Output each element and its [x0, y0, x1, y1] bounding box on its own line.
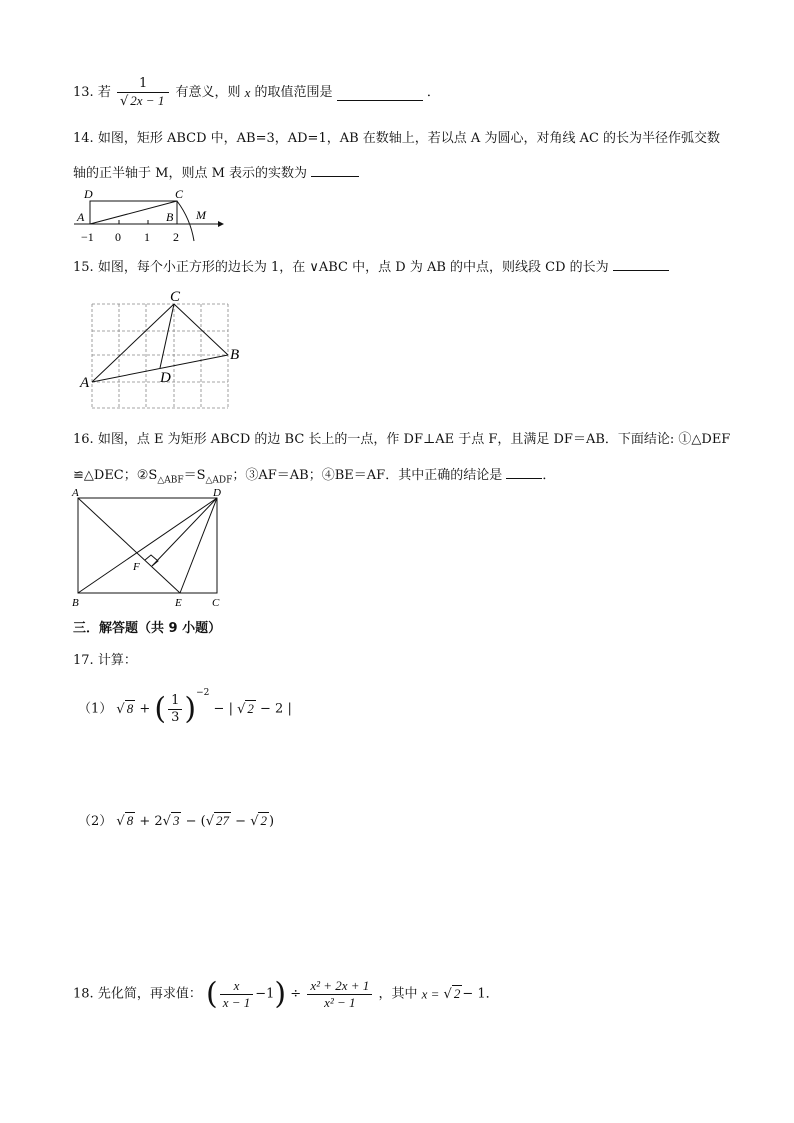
q16-number: 16.	[73, 432, 94, 447]
q14-arc	[177, 201, 194, 241]
q17-p1-plus: +	[139, 701, 151, 717]
q14-label-m: M	[196, 208, 206, 222]
q14-line2	[73, 162, 359, 183]
q14-figure	[72, 185, 232, 247]
q17-p2-sqrt2: 2	[260, 813, 267, 828]
q15-label-a: A	[80, 375, 90, 391]
q17-p1-sqrt2: 2	[247, 701, 254, 716]
q13-number: 13.	[73, 85, 94, 100]
q18-div: ÷	[290, 986, 302, 1002]
q16-sub-adf: △ADF	[205, 475, 233, 486]
q13-end: ．	[426, 85, 440, 100]
q14-diagonal-ac	[90, 201, 177, 224]
q17-p2-label: （2）	[78, 814, 113, 829]
q17-p2-plus2: + 2	[139, 814, 163, 829]
q16-label-a: A	[72, 487, 79, 499]
q15-label-c: C	[170, 289, 181, 305]
q16-segment-de	[180, 498, 217, 593]
q18-frac1: $\frac{x}{x - 1}$	[220, 978, 254, 1011]
q14-text1: 如图，矩形 ABCD 中，AB=3，AD=1，AB 在数轴上，若以点 A 为圆心，对角线 AC 的长为半径作弧交数	[97, 131, 721, 146]
q16-right-angle-mark	[145, 555, 158, 566]
q16-answer-blank[interactable]	[506, 464, 542, 479]
question-13	[73, 76, 440, 110]
q18-eq: x =	[421, 986, 440, 1002]
q17-p2-close-paren: )	[268, 814, 275, 829]
q17-p2-sqrt3: 3	[172, 813, 180, 828]
q16-label-b: B	[72, 597, 79, 609]
q16-segment-ae	[78, 498, 180, 593]
q17-p2-sqrt27: 27	[216, 813, 229, 828]
q15-label-b: B	[230, 347, 240, 363]
q17-p1-rest: − |	[213, 701, 233, 717]
q15-segment-cd	[160, 304, 174, 368]
q17-p2-minus-paren: − (	[185, 814, 206, 829]
question-18: 18. 先化简，再求值： ( $\frac{x}{x - 1}$ −1) ÷ $\frac{\text{x² + 2x + 1}}{\text{x² − 1}}$ ，其中 x = √ 2 − 1．	[73, 976, 499, 1012]
q17-p1-tail: − 2 |	[260, 701, 292, 717]
q18-where: ，其中	[378, 986, 418, 1002]
q13-answer-blank[interactable]	[337, 86, 423, 101]
q14-text2: 轴的正半轴于 M，则点 M 表示的实数为	[73, 166, 308, 181]
q14-label-a: A	[77, 210, 85, 224]
q16-segment-bd	[78, 498, 217, 593]
q16-line1	[73, 431, 730, 449]
q17-p1-exponent: −2	[196, 688, 210, 698]
q14-label-d: D	[84, 187, 93, 201]
q17-p1-sqrt8: 8	[126, 701, 134, 716]
q17-part2: （2） √ 8 + 2√ 3 − (√ 27 − √ 2 )	[78, 813, 275, 829]
q13-mid: 有意义，则	[175, 85, 241, 100]
q18-sqrt2: 2	[453, 986, 461, 1001]
q18-number: 18.	[73, 986, 94, 1002]
q16-text2b: ＝S	[183, 468, 206, 483]
q16-label-f: F	[133, 561, 140, 573]
q15-number: 15.	[73, 260, 94, 275]
q14-number: 14.	[73, 131, 94, 146]
q16-label-c: C	[212, 597, 220, 609]
q17-number: 17.	[73, 653, 94, 668]
q16-end: ．	[542, 468, 556, 483]
q18-minus1: −1	[255, 986, 275, 1002]
q13-pre: 若	[97, 85, 111, 100]
q14-tick-label: 1	[144, 230, 150, 244]
q15-figure	[78, 286, 248, 414]
q13-post: 的取值范围是	[254, 85, 333, 100]
q14-answer-blank[interactable]	[311, 162, 359, 177]
section-3-heading: 三．解答题（共 9 小题）	[73, 621, 222, 636]
q18-text: 先化简，再求值：	[97, 986, 202, 1002]
q16-text1: 如图，点 E 为矩形 ABCD 的边 BC 长上的一点，作 DF⊥AE 于点 F，且满足 DF＝AB．下面结论: ①△DEF	[97, 432, 731, 447]
q16-segment-df	[152, 498, 217, 566]
q16-text2c: ；③AF＝AB；④BE＝AF．其中正确的结论是	[232, 468, 503, 483]
q17-part1: （1） √ 8 + ( $\frac{1}{3}$ )$^{-2}$ − | √ 2 − 2 |	[78, 688, 292, 727]
q18-frac2: $\frac{\text{x² + 2x + 1}}{\text{x² − 1}}$	[307, 978, 372, 1011]
q14-arrow-icon	[218, 221, 224, 227]
q17-p1-label: （1）	[78, 701, 113, 717]
q13-var: x	[244, 85, 251, 100]
q13-frac-denominator: √ 2x − 1	[119, 93, 165, 109]
q15-label-d: D	[160, 370, 171, 386]
q14-line1	[73, 130, 720, 148]
q14-tick-label: 0	[115, 230, 121, 244]
q14-label-b: B	[166, 210, 174, 224]
q18-tail: − 1．	[462, 986, 499, 1002]
q14-tick-label: −1	[81, 230, 94, 244]
q17-title: 计算：	[97, 653, 137, 668]
q17-title-line	[73, 652, 137, 670]
q16-sub-abf: △ABF	[157, 475, 184, 486]
q13-frac-numerator: 1	[117, 76, 169, 93]
q16-text2a: ≌△DEC；②S	[73, 468, 158, 483]
q17-p2-minus: −	[235, 814, 247, 829]
q14-label-c: C	[175, 187, 184, 201]
q16-figure	[70, 484, 230, 612]
question-15	[73, 256, 669, 277]
q15-grid	[92, 304, 228, 408]
q15-text: 如图，每个小正方形的边长为 1，在 ∨ABC 中，点 D 为 AB 的中点，则线段 CD 的长为	[97, 260, 609, 275]
q14-tick-label: 2	[173, 230, 179, 244]
q13-fraction	[117, 76, 169, 110]
q16-label-d: D	[213, 487, 221, 499]
q17-p1-fraction: $\frac{1}{3}$	[168, 693, 182, 726]
q16-label-e: E	[175, 597, 182, 609]
q17-p2-sqrt8: 8	[126, 813, 134, 828]
q15-answer-blank[interactable]	[613, 256, 669, 271]
